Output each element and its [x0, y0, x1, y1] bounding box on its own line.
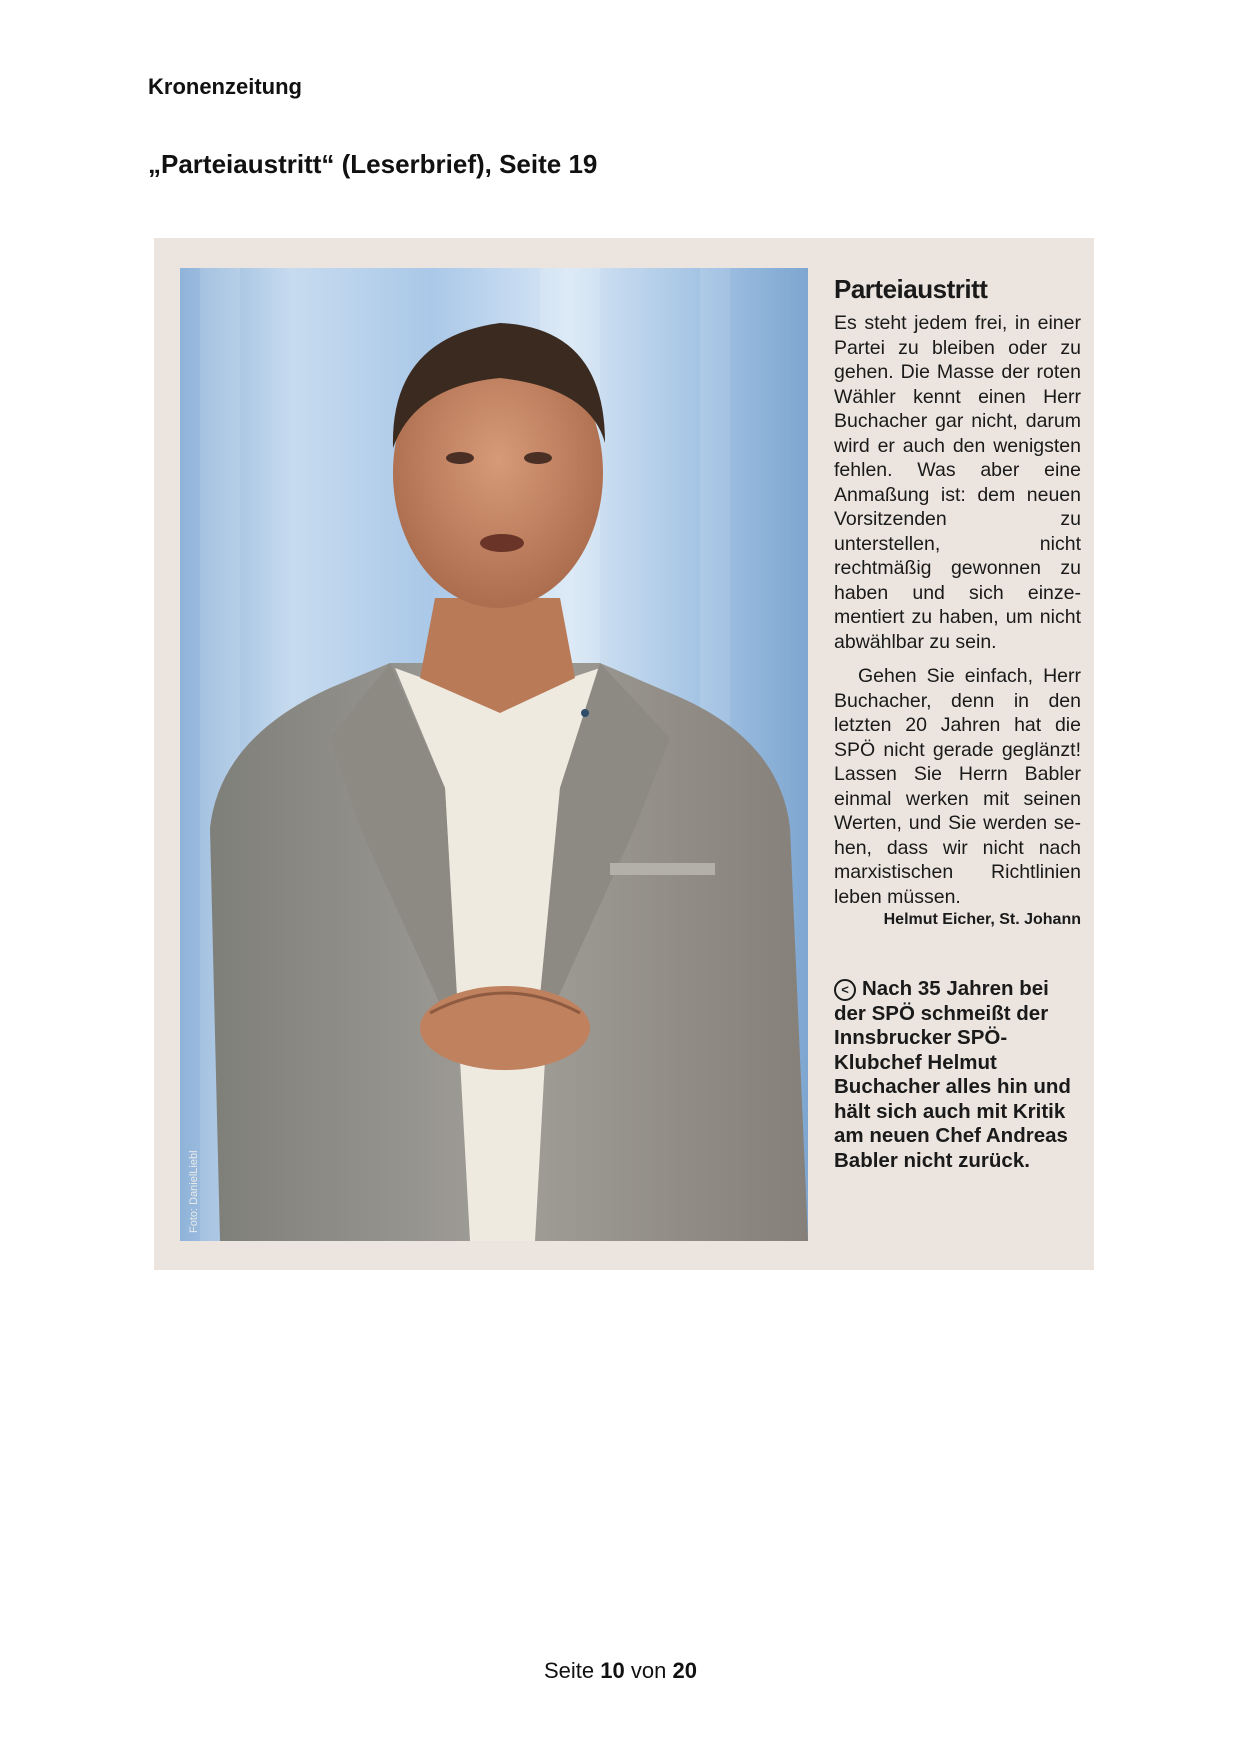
- arrow-left-icon: <: [834, 979, 856, 1001]
- photo-credit: Foto: DanielLiebl: [188, 1150, 200, 1233]
- footer-prefix: Seite: [544, 1658, 595, 1683]
- caption-text: Nach 35 Jahren bei der SPÖ schmeißt der Innsbrucker SPÖ-Klubchef Helmut Buchacher alles hin und hält sich auch mit Kritik am neuen Chef Andreas Babler nicht zurück.: [834, 977, 1071, 1172]
- publication-name: Kronenzeitung: [148, 74, 302, 99]
- letter-column: [834, 274, 1081, 1173]
- letter-paragraph-1: Es steht jedem frei, in einer Partei zu bleiben oder zu gehen. Die Masse der roten Wähler kennt einen Herr Buchacher gar nicht, darum wird er auch den wenigsten fehlen. Was aber eine Anmaßung ist: dem neuen Vorsitzenden zu unterstellen, nicht rechtmäßig gewonnen zu haben und sich einzementiert zu haben, um nicht abwählbar zu sein.: [834, 312, 1081, 653]
- portrait-illustration: [180, 268, 808, 1241]
- footer-page-total: 20: [672, 1658, 697, 1683]
- document-title: „Parteiaustritt“ (Leserbrief), Seite 19: [148, 149, 598, 179]
- letter-paragraph-2: Gehen Sie einfach, Herr Buchacher, denn in den letzten 20 Jahren hat die SPÖ nicht gerade geglänzt! Lassen Sie Herrn Babler einmal werken mit seinen Werten, und Sie werden sehen, dass wir nicht nach marxistischen Richtlinien leben müssen.: [834, 665, 1081, 908]
- page-footer: [0, 1658, 1241, 1684]
- newspaper-clipping: [154, 238, 1094, 1270]
- footer-middle: von: [630, 1658, 667, 1683]
- letter-heading: Parteiaustritt: [834, 274, 988, 304]
- photo-caption: [834, 977, 1081, 1173]
- letter-signature: Helmut Eicher, St. Johann: [883, 911, 1081, 928]
- portrait-photo: [180, 268, 808, 1241]
- footer-page-number: 10: [600, 1658, 625, 1683]
